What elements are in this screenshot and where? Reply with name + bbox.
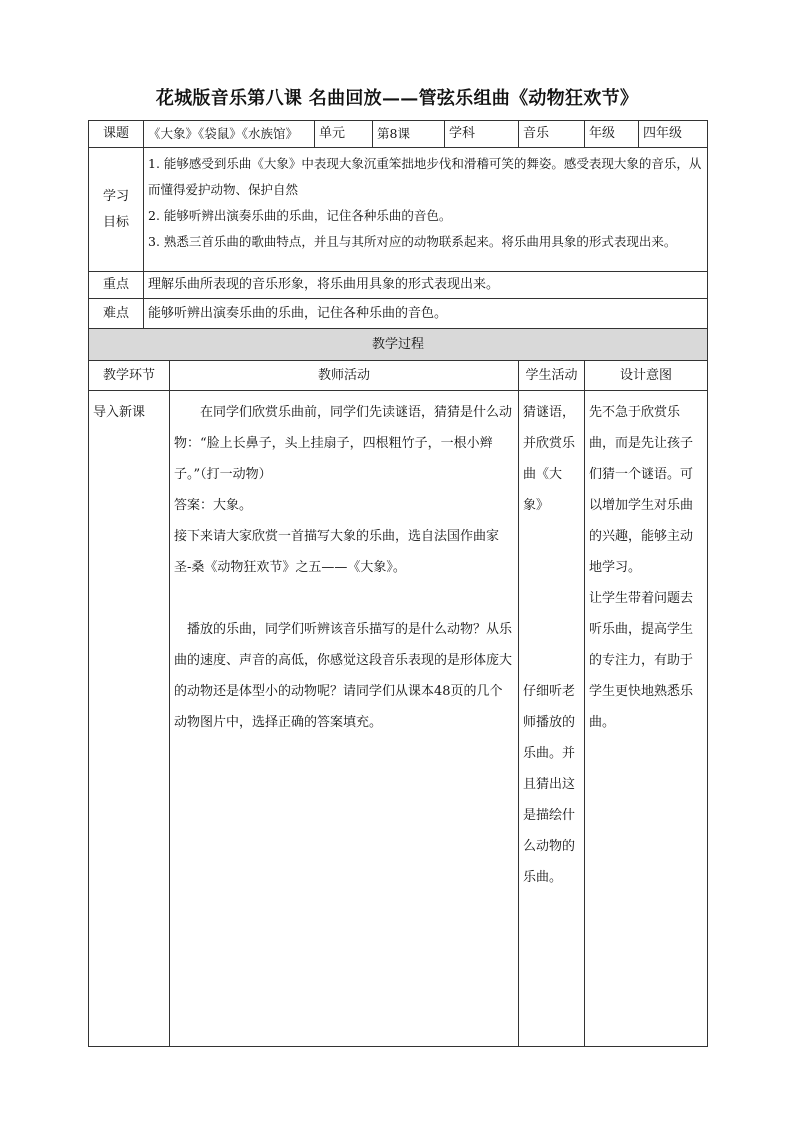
goals-row [89,148,708,272]
process-header-row [89,329,708,361]
student-activity-cell [519,391,585,1047]
goal-item: 3. 熟悉三首乐曲的歌曲特点，并且与其所对应的动物联系起来。将乐曲用具象的形式表现出来。 [148,234,677,249]
design-intent-cell [585,391,708,1047]
teacher-activity-cell [170,391,519,1047]
goals-content [144,148,708,272]
subject-label: 学科 [445,121,519,148]
stage-name: 导入新课 [93,405,146,420]
document-title: 花城版音乐第八课 名曲回放——管弦乐组曲《动物狂欢节》 [155,88,639,109]
topic-label: 课题 [89,121,144,148]
goals-label-line1: 学习 [102,188,129,204]
intro-row [89,391,708,1047]
column-header-row [89,361,708,391]
key-point-label: 重点 [89,272,144,299]
subject-value: 音乐 [519,121,585,148]
teacher-paragraph: 答案：大象。 [174,498,253,513]
goal-item: 2. 能够听辨出演奏乐曲的乐曲，记住各种乐曲的音色。 [148,208,452,223]
unit-label: 单元 [315,121,373,148]
unit-value: 第8课 [373,121,445,148]
column-header-stage: 教学环节 [89,361,170,391]
teacher-paragraph: 播放的乐曲，同学们听辨该音乐描写的是什么动物？从乐曲的速度、声音的高低，你感觉这段音乐表现的是形体庞大的动物还是体型小的动物呢？请同学们从课本48页的几个动物图片中，选择正确的答案填充。 [174,622,513,730]
goals-label-line2: 目标 [102,214,129,230]
column-header-intent: 设计意图 [585,361,708,391]
intent-paragraph: 让学生带着问题去听乐曲，提高学生的专注力，有助于学生更快地熟悉乐曲。 [589,591,694,730]
lesson-plan-table [88,120,708,1047]
info-row [89,121,708,148]
student-paragraph: 猜谜语，并欣赏乐曲《大象》 [523,405,576,513]
difficulty-row [89,299,708,329]
difficulty-text: 能够听辨出演奏乐曲的乐曲，记住各种乐曲的音色。 [144,299,708,329]
key-point-row [89,272,708,299]
teacher-paragraph: 在同学们欣赏乐曲前，同学们先读谜语，猜猜是什么动物：“脸上长鼻子，头上挂扇子，四根粗竹子，一根小辫子。”（打一动物） [174,405,513,482]
difficulty-label: 难点 [89,299,144,329]
intent-paragraph: 先不急于欣赏乐曲，而是先让孩子们猜一个谜语。可以增加学生对乐曲的兴趣，能够主动地学习。 [589,405,694,575]
student-paragraph: 仔细听老师播放的乐曲。并且猜出这是描绘什么动物的乐曲。 [523,684,576,885]
column-header-student: 学生活动 [519,361,585,391]
column-header-teacher: 教师活动 [170,361,519,391]
grade-label: 年级 [585,121,639,148]
goal-item: 1. 能够感受到乐曲《大象》中表现大象沉重笨拙地步伐和滑稽可笑的舞姿。感受表现大象的音乐，从而懂得爱护动物、保护自然 [148,156,702,197]
topic-value: 《大象》《袋鼠》《水族馆》 [144,121,315,148]
stage-cell [89,391,170,1047]
key-point-text: 理解乐曲所表现的音乐形象，将乐曲用具象的形式表现出来。 [144,272,708,299]
teacher-paragraph: 接下来请大家欣赏一首描写大象的乐曲，选自法国作曲家圣-桑《动物狂欢节》之五——《大象》。 [174,529,500,575]
grade-value: 四年级 [639,121,708,148]
process-header: 教学过程 [89,329,708,361]
goals-label [89,148,144,272]
